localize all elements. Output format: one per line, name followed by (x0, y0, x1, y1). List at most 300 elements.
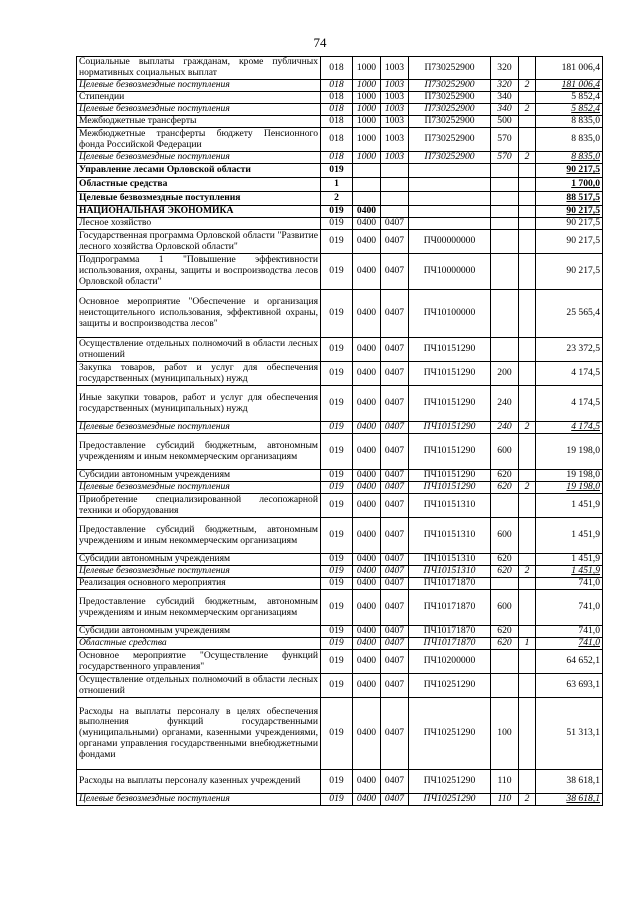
row-name: Целевые безвозмездные поступления (77, 566, 321, 578)
row-subsection: 0407 (381, 254, 409, 290)
row-expense-type (491, 290, 519, 338)
row-name: Целевые безвозмездные поступления (77, 482, 321, 494)
row-expense-type: 320 (491, 80, 519, 92)
row-subsection: 0407 (381, 494, 409, 518)
row-amount: 1 451,9 (536, 494, 603, 518)
row-ved: 018 (321, 152, 353, 164)
row-ved: 019 (321, 674, 353, 698)
row-funding-source (519, 128, 536, 152)
row-name: Субсидии автономным учреждениям (77, 554, 321, 566)
row-funding-source: 2 (519, 422, 536, 434)
row-name: Реализация основного мероприятия (77, 578, 321, 590)
row-name: Предоставление субсидий бюджетным, автономным учреждениям и иным некоммерческим организациям (77, 518, 321, 554)
row-target-article: ПЧ10151290 (409, 338, 491, 362)
row-expense-type: 200 (491, 362, 519, 386)
row-section: 0400 (353, 362, 381, 386)
row-name: Осуществление отдельных полномочий в области лесных отношений (77, 338, 321, 362)
row-funding-source (519, 230, 536, 254)
row-subsection: 0407 (381, 218, 409, 230)
row-ved: 019 (321, 650, 353, 674)
row-target-article: ПЧ10151310 (409, 518, 491, 554)
row-ved: 019 (321, 422, 353, 434)
row-name: Социальные выплаты гражданам, кроме публичных нормативных социальных выплат (77, 57, 321, 80)
row-amount: 5 852,4 (536, 104, 603, 116)
row-amount: 63 693,1 (536, 674, 603, 698)
row-subsection: 0407 (381, 230, 409, 254)
row-funding-source (519, 650, 536, 674)
row-expense-type (491, 494, 519, 518)
table-row (77, 650, 603, 674)
row-amount: 8 835,0 (536, 128, 603, 152)
row-target-article: ПЧ10100000 (409, 290, 491, 338)
row-subsection: 1003 (381, 92, 409, 104)
row-section: 0400 (353, 518, 381, 554)
row-name: Целевые безвозмездные поступления (77, 794, 321, 806)
row-funding-source (519, 362, 536, 386)
row-name: Расходы на выплаты персоналу казенных учреждений (77, 770, 321, 794)
row-funding-source (519, 494, 536, 518)
row-ved: 018 (321, 92, 353, 104)
row-ved: 018 (321, 128, 353, 152)
row-target-article: П730252900 (409, 80, 491, 92)
row-section: 1000 (353, 57, 381, 80)
table-row (77, 57, 603, 80)
row-amount: 38 618,1 (536, 794, 603, 806)
row-name: Подпрограмма 1 "Повышение эффективности использования, охраны, защиты и воспроизводства лесов Орловской области" (77, 254, 321, 290)
row-subsection: 0407 (381, 362, 409, 386)
row-expense-type: 620 (491, 554, 519, 566)
row-ved: 1 (321, 178, 353, 192)
row-section: 0400 (353, 422, 381, 434)
row-ved: 018 (321, 80, 353, 92)
row-expense-type (491, 164, 519, 178)
table-row (77, 206, 603, 218)
row-subsection: 0407 (381, 422, 409, 434)
row-name: Целевые безвозмездные поступления (77, 422, 321, 434)
row-target-article: ПЧ10251290 (409, 674, 491, 698)
row-amount: 51 313,1 (536, 698, 603, 770)
row-expense-type: 600 (491, 590, 519, 626)
row-ved: 019 (321, 470, 353, 482)
row-section: 0400 (353, 218, 381, 230)
row-ved: 019 (321, 230, 353, 254)
row-amount: 90 217,5 (536, 218, 603, 230)
row-amount: 1 451,9 (536, 518, 603, 554)
row-subsection: 0407 (381, 518, 409, 554)
row-name: Областные средства (77, 178, 321, 192)
row-subsection: 1003 (381, 152, 409, 164)
table-row (77, 638, 603, 650)
row-subsection: 0407 (381, 638, 409, 650)
row-expense-type (491, 206, 519, 218)
row-section (353, 192, 381, 206)
row-section: 0400 (353, 770, 381, 794)
row-section: 0400 (353, 290, 381, 338)
row-funding-source (519, 434, 536, 470)
row-expense-type: 620 (491, 638, 519, 650)
row-name: Субсидии автономным учреждениям (77, 470, 321, 482)
row-amount: 90 217,5 (536, 164, 603, 178)
row-target-article: ПЧ10171870 (409, 578, 491, 590)
row-name: Предоставление субсидий бюджетным, автономным учреждениям и иным некоммерческим организациям (77, 434, 321, 470)
row-target-article: ПЧ10151290 (409, 470, 491, 482)
row-funding-source (519, 626, 536, 638)
row-section: 0400 (353, 590, 381, 626)
row-amount: 23 372,5 (536, 338, 603, 362)
row-name: Предоставление субсидий бюджетным, автономным учреждениям и иным некоммерческим организациям (77, 590, 321, 626)
row-funding-source (519, 518, 536, 554)
table-row (77, 794, 603, 806)
row-name: Субсидии автономным учреждениям (77, 626, 321, 638)
table-row (77, 104, 603, 116)
row-name: Приобретение специализированной лесопожарной техники и оборудования (77, 494, 321, 518)
table-row (77, 116, 603, 128)
row-subsection: 0407 (381, 482, 409, 494)
row-subsection (381, 164, 409, 178)
row-ved: 019 (321, 254, 353, 290)
row-amount: 19 198,0 (536, 434, 603, 470)
row-subsection (381, 192, 409, 206)
row-funding-source: 2 (519, 104, 536, 116)
row-target-article (409, 218, 491, 230)
table-row (77, 92, 603, 104)
row-amount: 1 451,9 (536, 566, 603, 578)
row-ved: 019 (321, 698, 353, 770)
row-section: 0400 (353, 482, 381, 494)
row-subsection: 1003 (381, 128, 409, 152)
table-row (77, 80, 603, 92)
row-name: Межбюджетные трансферты (77, 116, 321, 128)
row-amount: 64 652,1 (536, 650, 603, 674)
table-row (77, 128, 603, 152)
row-ved: 019 (321, 206, 353, 218)
row-subsection: 1003 (381, 80, 409, 92)
row-subsection: 0407 (381, 770, 409, 794)
table-row (77, 362, 603, 386)
row-target-article: ПЧ10171870 (409, 590, 491, 626)
row-amount: 8 835,0 (536, 152, 603, 164)
row-ved: 2 (321, 192, 353, 206)
row-target-article: ПЧ10151310 (409, 494, 491, 518)
row-target-article: ПЧ00000000 (409, 230, 491, 254)
row-funding-source: 1 (519, 638, 536, 650)
table-row (77, 566, 603, 578)
row-section: 1000 (353, 104, 381, 116)
row-expense-type: 620 (491, 470, 519, 482)
row-expense-type: 570 (491, 152, 519, 164)
row-name: Областные средства (77, 638, 321, 650)
row-expense-type: 240 (491, 386, 519, 422)
row-amount: 1 700,0 (536, 178, 603, 192)
row-ved: 019 (321, 638, 353, 650)
row-ved: 019 (321, 626, 353, 638)
row-name: Целевые безвозмездные поступления (77, 192, 321, 206)
row-target-article: ПЧ10200000 (409, 650, 491, 674)
row-funding-source: 2 (519, 566, 536, 578)
row-subsection: 0407 (381, 386, 409, 422)
row-name: Закупка товаров, работ и услуг для обеспечения государственных (муниципальных) нужд (77, 362, 321, 386)
table-row (77, 494, 603, 518)
row-amount: 90 217,5 (536, 230, 603, 254)
table-row (77, 254, 603, 290)
row-amount: 88 517,5 (536, 192, 603, 206)
row-target-article: ПЧ10151310 (409, 554, 491, 566)
row-subsection: 1003 (381, 57, 409, 80)
row-section: 0400 (353, 206, 381, 218)
table-row (77, 482, 603, 494)
row-section (353, 164, 381, 178)
row-expense-type: 100 (491, 698, 519, 770)
row-target-article (409, 206, 491, 218)
row-amount: 4 174,5 (536, 386, 603, 422)
row-subsection: 0407 (381, 470, 409, 482)
row-expense-type: 340 (491, 92, 519, 104)
table-row (77, 192, 603, 206)
row-target-article: П730252900 (409, 57, 491, 80)
row-target-article: П730252900 (409, 116, 491, 128)
row-section: 1000 (353, 116, 381, 128)
row-expense-type (491, 578, 519, 590)
row-subsection: 0407 (381, 698, 409, 770)
row-ved: 019 (321, 494, 353, 518)
row-funding-source (519, 338, 536, 362)
table-row (77, 164, 603, 178)
table-row (77, 290, 603, 338)
row-amount: 25 565,4 (536, 290, 603, 338)
row-target-article: ПЧ10151290 (409, 422, 491, 434)
row-section: 0400 (353, 494, 381, 518)
row-amount: 741,0 (536, 626, 603, 638)
row-section: 0400 (353, 254, 381, 290)
row-ved: 019 (321, 794, 353, 806)
row-expense-type (491, 650, 519, 674)
row-amount: 19 198,0 (536, 470, 603, 482)
row-subsection: 1003 (381, 116, 409, 128)
row-ved: 019 (321, 218, 353, 230)
row-amount: 741,0 (536, 578, 603, 590)
table-row (77, 218, 603, 230)
row-expense-type (491, 218, 519, 230)
row-target-article: ПЧ10251290 (409, 698, 491, 770)
row-amount: 741,0 (536, 590, 603, 626)
row-amount: 741,0 (536, 638, 603, 650)
row-ved: 019 (321, 482, 353, 494)
row-funding-source (519, 218, 536, 230)
row-subsection (381, 206, 409, 218)
row-target-article: ПЧ10151290 (409, 434, 491, 470)
row-section: 0400 (353, 566, 381, 578)
row-name: Управление лесами Орловской области (77, 164, 321, 178)
row-expense-type: 600 (491, 434, 519, 470)
row-name: Целевые безвозмездные поступления (77, 152, 321, 164)
row-amount: 8 835,0 (536, 116, 603, 128)
row-ved: 019 (321, 590, 353, 626)
row-ved: 019 (321, 566, 353, 578)
row-subsection: 0407 (381, 590, 409, 626)
row-section: 0400 (353, 338, 381, 362)
row-expense-type (491, 192, 519, 206)
table-row (77, 434, 603, 470)
row-ved: 019 (321, 362, 353, 386)
row-target-article: П730252900 (409, 104, 491, 116)
table-row (77, 578, 603, 590)
row-section: 0400 (353, 638, 381, 650)
row-subsection (381, 178, 409, 192)
row-funding-source (519, 57, 536, 80)
table-row (77, 178, 603, 192)
row-ved: 019 (321, 338, 353, 362)
row-target-article: ПЧ10251290 (409, 794, 491, 806)
row-section: 1000 (353, 152, 381, 164)
row-section: 0400 (353, 230, 381, 254)
table-row (77, 626, 603, 638)
row-expense-type: 570 (491, 128, 519, 152)
row-amount: 181 006,4 (536, 80, 603, 92)
row-funding-source (519, 254, 536, 290)
row-expense-type (491, 674, 519, 698)
row-section: 0400 (353, 650, 381, 674)
row-subsection: 0407 (381, 554, 409, 566)
budget-table (76, 56, 603, 806)
row-target-article (409, 192, 491, 206)
row-expense-type: 620 (491, 482, 519, 494)
row-name: Осуществление отдельных полномочий в области лесных отношений (77, 674, 321, 698)
table-row (77, 230, 603, 254)
row-ved: 018 (321, 57, 353, 80)
row-subsection: 0407 (381, 566, 409, 578)
row-funding-source (519, 290, 536, 338)
row-funding-source (519, 578, 536, 590)
table-row (77, 770, 603, 794)
row-funding-source (519, 590, 536, 626)
row-amount: 90 217,5 (536, 254, 603, 290)
table-row (77, 554, 603, 566)
row-expense-type: 340 (491, 104, 519, 116)
row-section: 0400 (353, 434, 381, 470)
row-ved: 019 (321, 290, 353, 338)
row-name: Расходы на выплаты персоналу в целях обеспечения выполнения функций государственными (муниципальными) органами, казенными учреждениями, органами управления государственными внебюджетными фондами (77, 698, 321, 770)
row-expense-type (491, 338, 519, 362)
table-row (77, 386, 603, 422)
row-section: 1000 (353, 128, 381, 152)
row-subsection: 0407 (381, 434, 409, 470)
row-target-article (409, 164, 491, 178)
row-expense-type (491, 178, 519, 192)
row-funding-source (519, 470, 536, 482)
row-target-article: ПЧ10151290 (409, 386, 491, 422)
table-row (77, 674, 603, 698)
row-ved: 019 (321, 554, 353, 566)
row-section: 1000 (353, 92, 381, 104)
table-row (77, 470, 603, 482)
row-amount: 181 006,4 (536, 57, 603, 80)
row-expense-type (491, 230, 519, 254)
row-amount: 4 174,5 (536, 422, 603, 434)
row-funding-source (519, 770, 536, 794)
row-funding-source: 2 (519, 794, 536, 806)
row-funding-source (519, 674, 536, 698)
row-section (353, 178, 381, 192)
row-name: Лесное хозяйство (77, 218, 321, 230)
row-subsection: 0407 (381, 338, 409, 362)
row-subsection: 0407 (381, 626, 409, 638)
row-target-article: П730252900 (409, 92, 491, 104)
row-amount: 5 852,4 (536, 92, 603, 104)
table-row (77, 590, 603, 626)
row-target-article: ПЧ10000000 (409, 254, 491, 290)
row-section: 0400 (353, 578, 381, 590)
row-amount: 90 217,5 (536, 206, 603, 218)
row-funding-source: 2 (519, 482, 536, 494)
table-row (77, 338, 603, 362)
row-section: 1000 (353, 80, 381, 92)
row-expense-type (491, 254, 519, 290)
row-amount: 38 618,1 (536, 770, 603, 794)
row-expense-type: 600 (491, 518, 519, 554)
row-ved: 019 (321, 164, 353, 178)
row-funding-source (519, 92, 536, 104)
row-amount: 19 198,0 (536, 482, 603, 494)
row-target-article: ПЧ10251290 (409, 770, 491, 794)
row-subsection: 1003 (381, 104, 409, 116)
row-target-article: П730252900 (409, 128, 491, 152)
row-subsection: 0407 (381, 794, 409, 806)
row-section: 0400 (353, 794, 381, 806)
row-section: 0400 (353, 470, 381, 482)
row-expense-type: 110 (491, 770, 519, 794)
row-name: Целевые безвозмездные поступления (77, 104, 321, 116)
row-name: Целевые безвозмездные поступления (77, 80, 321, 92)
row-funding-source (519, 554, 536, 566)
row-expense-type: 240 (491, 422, 519, 434)
row-name: Иные закупки товаров, работ и услуг для обеспечения государственных (муниципальных) нужд (77, 386, 321, 422)
row-ved: 018 (321, 104, 353, 116)
table-row (77, 518, 603, 554)
row-funding-source (519, 386, 536, 422)
row-funding-source: 2 (519, 152, 536, 164)
row-amount: 4 174,5 (536, 362, 603, 386)
row-target-article (409, 178, 491, 192)
table-row (77, 698, 603, 770)
row-name: Стипендии (77, 92, 321, 104)
row-name: Основное мероприятие "Осуществление функций государственного управления" (77, 650, 321, 674)
row-expense-type: 620 (491, 566, 519, 578)
row-funding-source (519, 116, 536, 128)
row-funding-source (519, 192, 536, 206)
row-expense-type: 500 (491, 116, 519, 128)
row-section: 0400 (353, 698, 381, 770)
row-funding-source (519, 698, 536, 770)
row-section: 0400 (353, 626, 381, 638)
row-funding-source: 2 (519, 80, 536, 92)
row-section: 0400 (353, 554, 381, 566)
row-target-article: ПЧ10151290 (409, 482, 491, 494)
row-name: Основное мероприятие "Обеспечение и организация неистощительного использования, эффективной охраны, защиты и воспроизводства лесов" (77, 290, 321, 338)
row-expense-type: 620 (491, 626, 519, 638)
row-target-article: ПЧ10171870 (409, 638, 491, 650)
row-funding-source (519, 206, 536, 218)
row-target-article: ПЧ10151290 (409, 362, 491, 386)
row-ved: 018 (321, 116, 353, 128)
table-row (77, 422, 603, 434)
row-section: 0400 (353, 674, 381, 698)
row-expense-type: 110 (491, 794, 519, 806)
row-subsection: 0407 (381, 578, 409, 590)
row-ved: 019 (321, 578, 353, 590)
row-ved: 019 (321, 434, 353, 470)
row-ved: 019 (321, 518, 353, 554)
page-number: 74 (313, 35, 327, 50)
